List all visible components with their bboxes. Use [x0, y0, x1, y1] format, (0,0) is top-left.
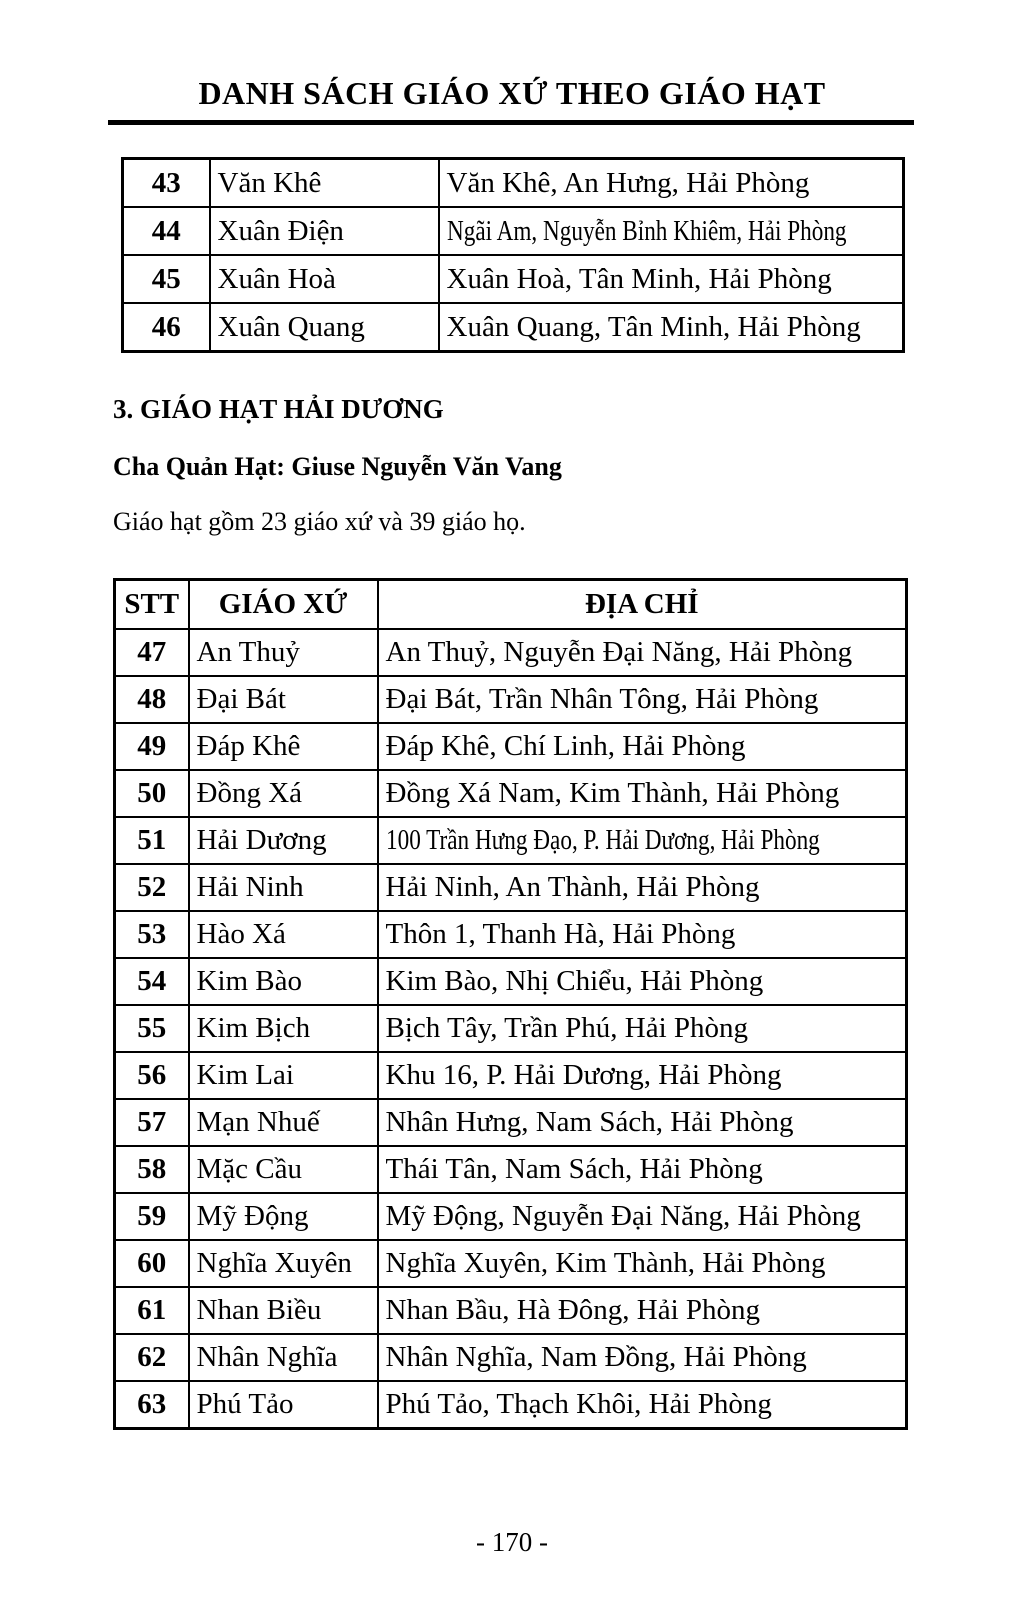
parish-name-cell: Kim Bịch [189, 1005, 378, 1052]
row-number-cell: 49 [115, 723, 189, 770]
address-cell: Phú Tảo, Thạch Khôi, Hải Phòng [378, 1381, 907, 1429]
row-number-cell: 56 [115, 1052, 189, 1099]
parish-name-cell: Hải Ninh [189, 864, 378, 911]
address-cell: Văn Khê, An Hưng, Hải Phòng [439, 159, 904, 208]
parish-name-cell: Xuân Quang [210, 303, 439, 352]
row-number-cell: 53 [115, 911, 189, 958]
header-dia-chi: ĐỊA CHỈ [378, 580, 907, 630]
table-row [115, 817, 907, 864]
address-cell: Ngãi Am, Nguyễn Bỉnh Khiêm, Hải Phòng [439, 207, 904, 255]
row-number-cell: 63 [115, 1381, 189, 1429]
row-number-cell: 54 [115, 958, 189, 1005]
address-cell: Thôn 1, Thanh Hà, Hải Phòng [378, 911, 907, 958]
table-row [115, 770, 907, 817]
address-cell: Kim Bào, Nhị Chiểu, Hải Phòng [378, 958, 907, 1005]
table-row [123, 159, 904, 208]
parish-name-cell: Nhan Biều [189, 1287, 378, 1334]
page-title: DANH SÁCH GIÁO XỨ THEO GIÁO HẠT [198, 75, 826, 111]
row-number-cell: 48 [115, 676, 189, 723]
section-heading: 3. GIÁO HẠT HẢI DƯƠNG [113, 394, 444, 424]
header-giao-xu: GIÁO XỨ [189, 580, 378, 630]
table-row [115, 1005, 907, 1052]
address-cell: An Thuỷ, Nguyễn Đại Năng, Hải Phòng [378, 629, 907, 676]
row-number-cell: 55 [115, 1005, 189, 1052]
row-number-cell: 58 [115, 1146, 189, 1193]
table-row [115, 1052, 907, 1099]
table-row [115, 629, 907, 676]
address-cell: Nhân Nghĩa, Nam Đồng, Hải Phòng [378, 1334, 907, 1381]
table-row [115, 1193, 907, 1240]
header-stt: STT [115, 580, 189, 630]
address-cell: Nhân Hưng, Nam Sách, Hải Phòng [378, 1099, 907, 1146]
row-number-cell: 59 [115, 1193, 189, 1240]
row-number-cell: 45 [123, 255, 210, 303]
table-row [115, 1099, 907, 1146]
address-cell: Mỹ Động, Nguyễn Đại Năng, Hải Phòng [378, 1193, 907, 1240]
parish-name-cell: Mạn Nhuế [189, 1099, 378, 1146]
table-header-row [115, 580, 907, 630]
table-row [115, 958, 907, 1005]
address-cell: Nghĩa Xuyên, Kim Thành, Hải Phòng [378, 1240, 907, 1287]
table-row [115, 1334, 907, 1381]
parish-name-cell: Văn Khê [210, 159, 439, 208]
page-number: - 170 - [476, 1527, 548, 1557]
parish-name-cell: Đại Bát [189, 676, 378, 723]
row-number-cell: 46 [123, 303, 210, 352]
row-number-cell: 57 [115, 1099, 189, 1146]
table-row [115, 723, 907, 770]
table-row [123, 255, 904, 303]
row-number-cell: 62 [115, 1334, 189, 1381]
address-cell: Hải Ninh, An Thành, Hải Phòng [378, 864, 907, 911]
deanery-summary-line: Giáo hạt gồm 23 giáo xứ và 39 giáo họ. [113, 507, 526, 536]
row-number-cell: 61 [115, 1287, 189, 1334]
address-cell: 100 Trần Hưng Đạo, P. Hải Dương, Hải Phòng [378, 817, 907, 864]
address-cell: Xuân Quang, Tân Minh, Hải Phòng [439, 303, 904, 352]
dean-name-line: Cha Quản Hạt: Giuse Nguyễn Văn Vang [113, 452, 562, 481]
title-rule [108, 120, 914, 125]
row-number-cell: 52 [115, 864, 189, 911]
parish-name-cell: Xuân Hoà [210, 255, 439, 303]
table-row [115, 676, 907, 723]
table-row [115, 1240, 907, 1287]
parish-name-cell: An Thuỷ [189, 629, 378, 676]
table-row [115, 911, 907, 958]
address-cell: Đại Bát, Trần Nhân Tông, Hải Phòng [378, 676, 907, 723]
parish-name-cell: Xuân Điện [210, 207, 439, 255]
table-row [115, 864, 907, 911]
address-cell: Đáp Khê, Chí Linh, Hải Phòng [378, 723, 907, 770]
table-row [123, 207, 904, 255]
row-number-cell: 50 [115, 770, 189, 817]
table-row [123, 303, 904, 352]
address-cell: Khu 16, P. Hải Dương, Hải Phòng [378, 1052, 907, 1099]
parish-name-cell: Kim Bào [189, 958, 378, 1005]
row-number-cell: 44 [123, 207, 210, 255]
row-number-cell: 43 [123, 159, 210, 208]
row-number-cell: 47 [115, 629, 189, 676]
parish-name-cell: Hào Xá [189, 911, 378, 958]
parish-table-top [121, 157, 905, 353]
address-cell: Đồng Xá Nam, Kim Thành, Hải Phòng [378, 770, 907, 817]
table-row [115, 1146, 907, 1193]
table-row [115, 1287, 907, 1334]
parish-name-cell: Đồng Xá [189, 770, 378, 817]
parish-name-cell: Nhân Nghĩa [189, 1334, 378, 1381]
address-cell: Bịch Tây, Trần Phú, Hải Phòng [378, 1005, 907, 1052]
row-number-cell: 51 [115, 817, 189, 864]
address-cell: Xuân Hoà, Tân Minh, Hải Phòng [439, 255, 904, 303]
parish-name-cell: Mặc Cầu [189, 1146, 378, 1193]
parish-name-cell: Hải Dương [189, 817, 378, 864]
table-row [115, 1381, 907, 1429]
parish-name-cell: Phú Tảo [189, 1381, 378, 1429]
parish-name-cell: Đáp Khê [189, 723, 378, 770]
address-cell: Nhan Bầu, Hà Đông, Hải Phòng [378, 1287, 907, 1334]
parish-name-cell: Kim Lai [189, 1052, 378, 1099]
parish-table-main [113, 578, 908, 1430]
parish-name-cell: Nghĩa Xuyên [189, 1240, 378, 1287]
row-number-cell: 60 [115, 1240, 189, 1287]
parish-name-cell: Mỹ Động [189, 1193, 378, 1240]
address-cell: Thái Tân, Nam Sách, Hải Phòng [378, 1146, 907, 1193]
